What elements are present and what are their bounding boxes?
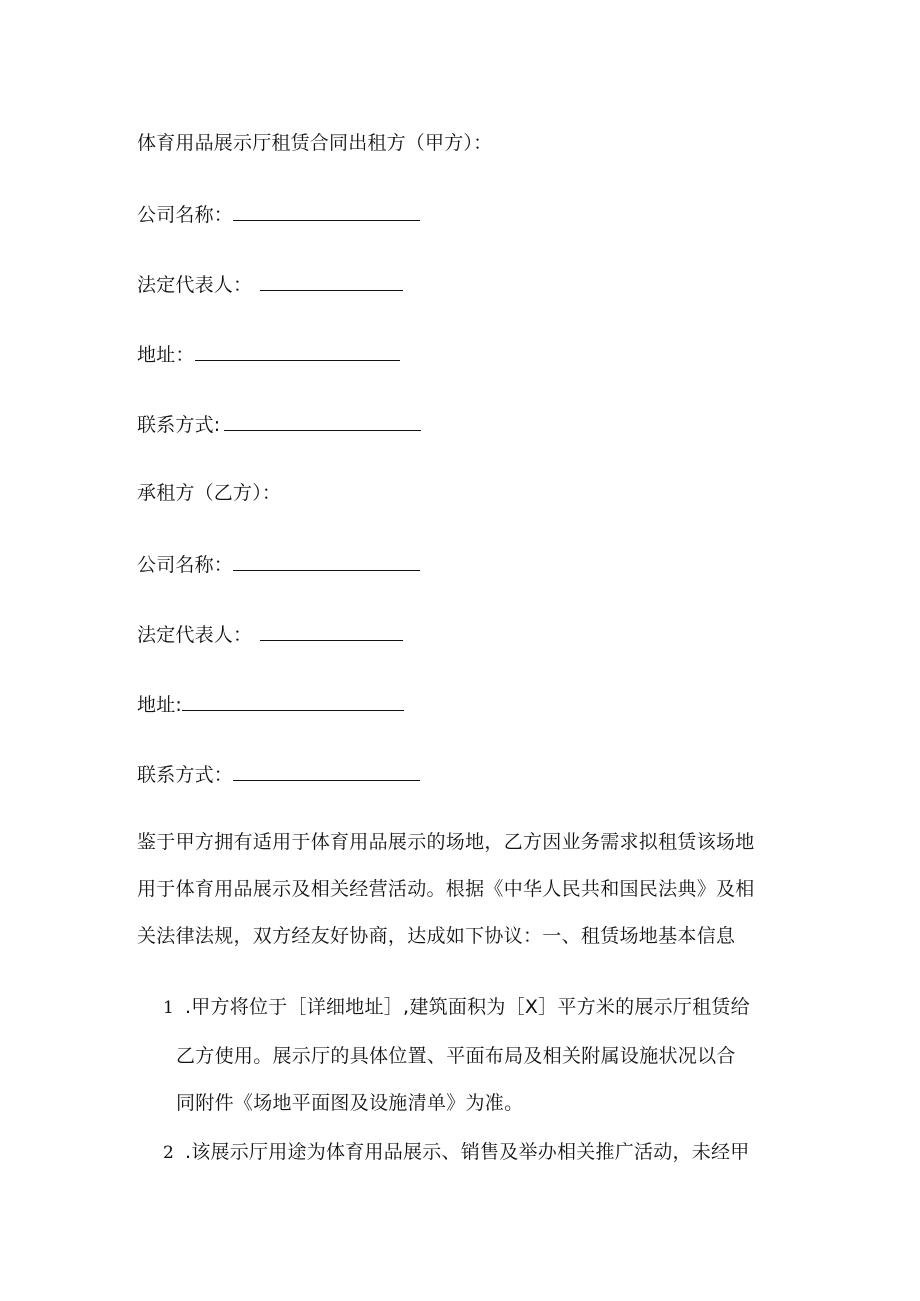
lessee-rep-label: 法定代表人： xyxy=(137,624,253,646)
clause-number: 2 xyxy=(163,1143,174,1163)
lessee-address-blank[interactable] xyxy=(182,690,404,711)
lessor-rep-label: 法定代表人： xyxy=(137,274,253,296)
lessee-contact-label: 联系方式： xyxy=(137,764,234,786)
clause-line: 同附件《场地平面图及设施清单》为准。 xyxy=(176,1092,524,1114)
lessee-rep-blank[interactable] xyxy=(260,620,403,641)
lessee-company-blank[interactable] xyxy=(233,550,420,571)
lessor-contact-label: 联系方式: xyxy=(137,414,221,436)
lessor-company-blank[interactable] xyxy=(233,200,420,221)
lessee-contact-field xyxy=(137,760,420,788)
lessee-address-label: 地址: xyxy=(137,694,183,716)
clause-line: 乙方使用。展示厅的具体位置、平面布局及相关附属设施状况以合 xyxy=(176,1045,736,1067)
lessor-rep-blank[interactable] xyxy=(260,270,403,291)
lessor-company-label: 公司名称： xyxy=(137,204,234,226)
lessee-rep-field xyxy=(137,620,403,648)
lessor-address-field xyxy=(137,340,400,368)
lessor-company-field xyxy=(137,200,420,228)
lessee-contact-blank[interactable] xyxy=(233,760,420,781)
clause-number: 1 xyxy=(163,998,174,1018)
clause-line: .该展示厅用途为体育用品展示、销售及举办相关推广活动，未经甲 xyxy=(185,1141,750,1163)
lessor-rep-field xyxy=(137,270,403,298)
lessee-company-label: 公司名称： xyxy=(137,554,234,576)
lessor-address-blank[interactable] xyxy=(195,340,400,361)
preamble-line: 用于体育用品展示及相关经营活动。根据《中华人民共和国民法典》及相 xyxy=(137,878,755,900)
lessor-address-label: 地址： xyxy=(137,344,195,366)
lessee-heading: 承租方（乙方）： xyxy=(137,482,282,504)
lessee-address-field xyxy=(137,690,404,718)
lessee-company-field xyxy=(137,550,420,578)
clause-line: .甲方将位于［详细地址］,建筑面积为［X］平方米的展示厅租赁给 xyxy=(185,996,750,1018)
lessor-heading: 体育用品展示厅租赁合同出租方（甲方）： xyxy=(137,132,493,154)
preamble-line: 鉴于甲方拥有适用于体育用品展示的场地，乙方因业务需求拟租赁该场地 xyxy=(137,831,755,853)
preamble-line: 关法律法规，双方经友好协商，达成如下协议：一、租赁场地基本信息 xyxy=(137,925,736,947)
lessor-contact-blank[interactable] xyxy=(224,410,421,431)
lessor-contact-field xyxy=(137,410,421,438)
